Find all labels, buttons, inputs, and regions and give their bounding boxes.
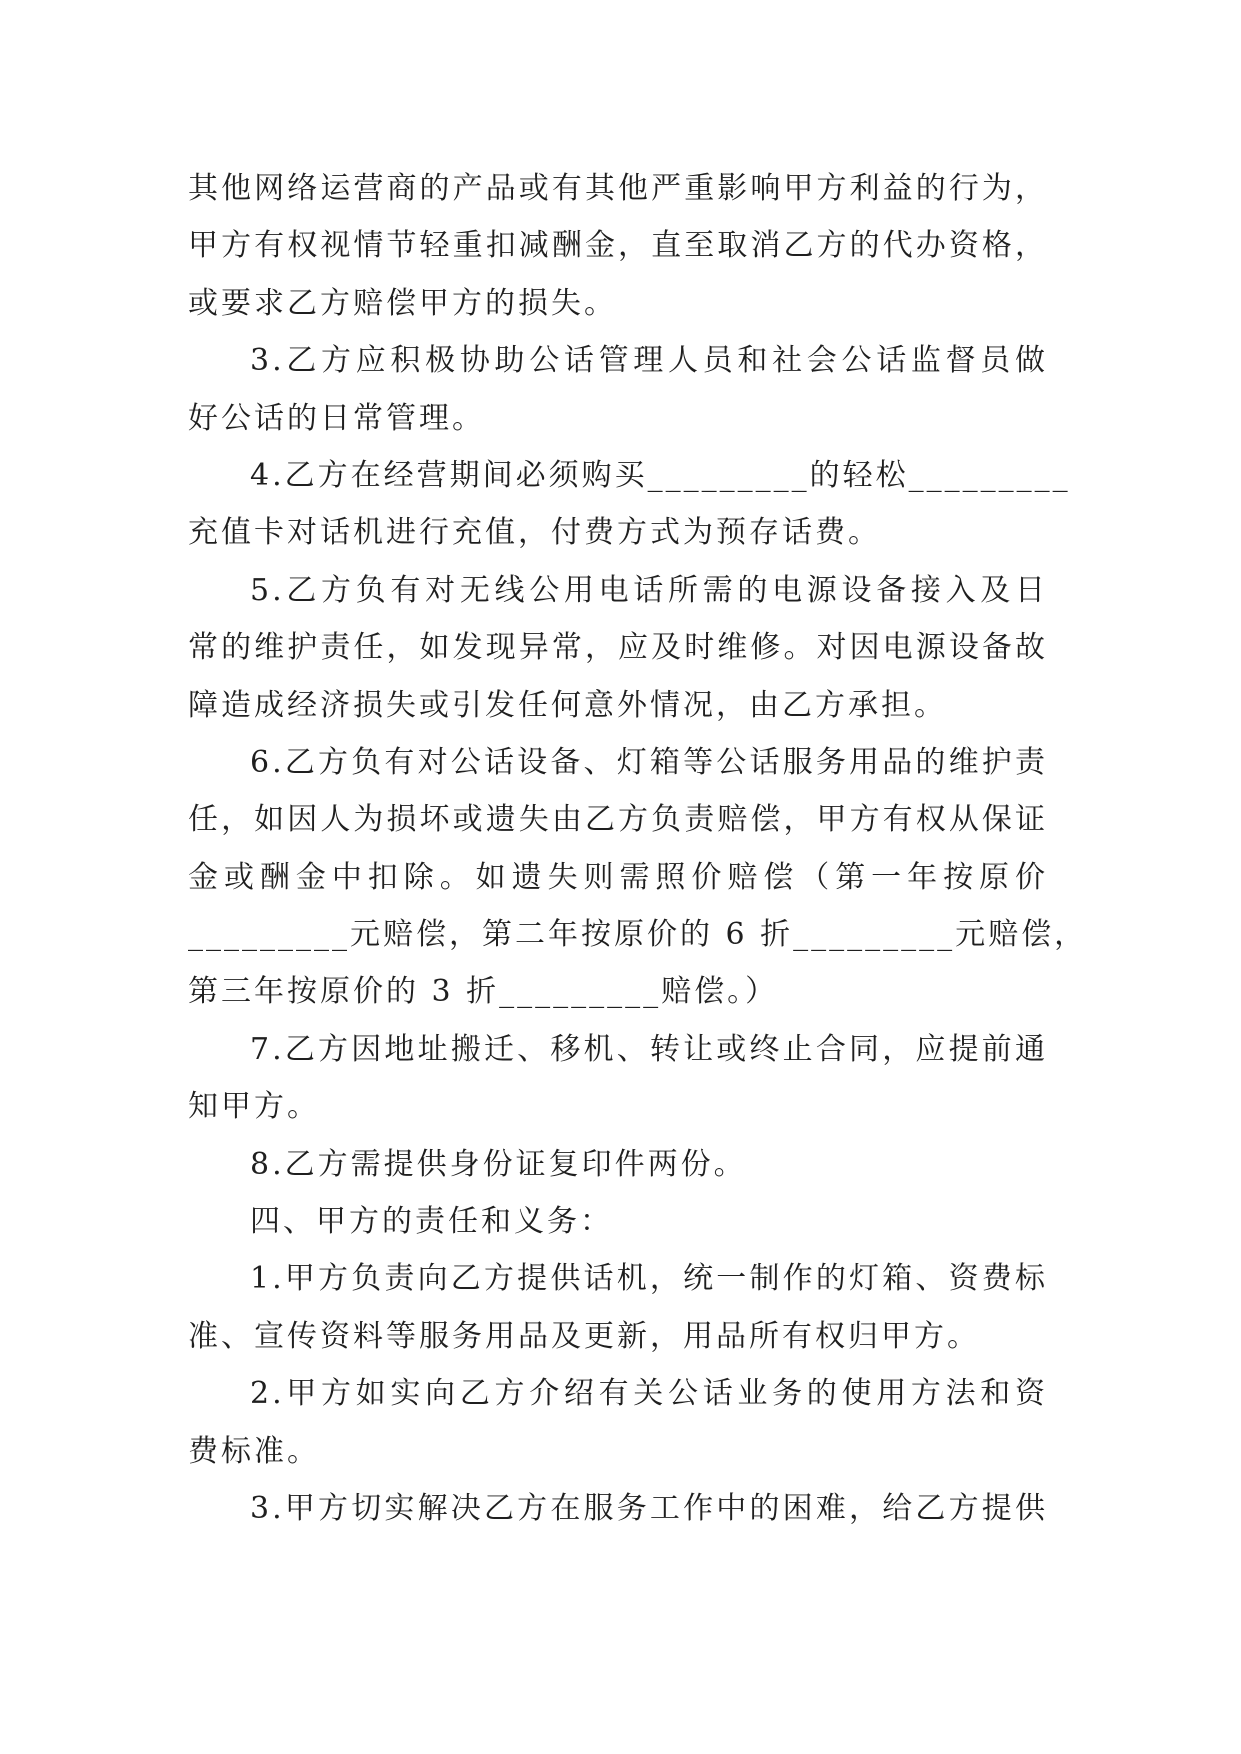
text-line: 四、甲方的责任和义务： [250,1204,613,1240]
text-line: 常的维护责任，如发现异常，应及时维修。对因电源设备故 [188,630,1048,666]
text-line: 4.乙方在经营期间必须购买_________的轻松_________ [250,457,1071,493]
text-line: 6.乙方负有对公话设备、灯箱等公话服务用品的维护责 [250,744,1048,780]
document-body [188,160,1088,1537]
text-line: 甲方有权视情节轻重扣减酬金，直至取消乙方的代办资格， [188,228,1048,264]
text-line: 第三年按原价的 3 折_________赔偿。） [188,974,779,1010]
text-line: 3.甲方切实解决乙方在服务工作中的困难，给乙方提供 [250,1490,1048,1526]
text-line: 准、宣传资料等服务用品及更新，用品所有权归甲方。 [188,1318,980,1354]
text-line: 金或酬金中扣除。如遗失则需照价赔偿（第一年按原价 [188,859,1048,895]
text-line: 8.乙方需提供身份证复印件两份。 [250,1146,747,1182]
text-line: 好公话的日常管理。 [188,400,485,436]
text-line: 障造成经济损失或引发任何意外情况，由乙方承担。 [188,687,947,723]
text-line: 其他网络运营商的产品或有其他严重影响甲方利益的行为， [188,171,1048,206]
text-line: 5.乙方负有对无线公用电话所需的电源设备接入及日 [250,572,1048,608]
text-line: 7.乙方因地址搬迁、移机、转让或终止合同，应提前通 [250,1031,1048,1067]
text-line: 充值卡对话机进行充值，付费方式为预存话费。 [188,515,881,551]
text-line: 2.甲方如实向乙方介绍有关公话业务的使用方法和资 [250,1376,1048,1412]
text-line: 3.乙方应积极协助公话管理人员和社会公话监督员做 [250,343,1048,379]
text-line: _________元赔偿，第二年按原价的 6 折_________元赔偿， [188,917,1088,953]
text-line: 或要求乙方赔偿甲方的损失。 [188,285,617,321]
text-line: 费标准。 [188,1433,320,1469]
text-line: 任，如因人为损坏或遗失由乙方负责赔偿，甲方有权从保证 [188,802,1048,838]
text-line: 1.甲方负责向乙方提供话机，统一制作的灯箱、资费标 [250,1261,1048,1297]
text-line: 知甲方。 [188,1089,320,1125]
